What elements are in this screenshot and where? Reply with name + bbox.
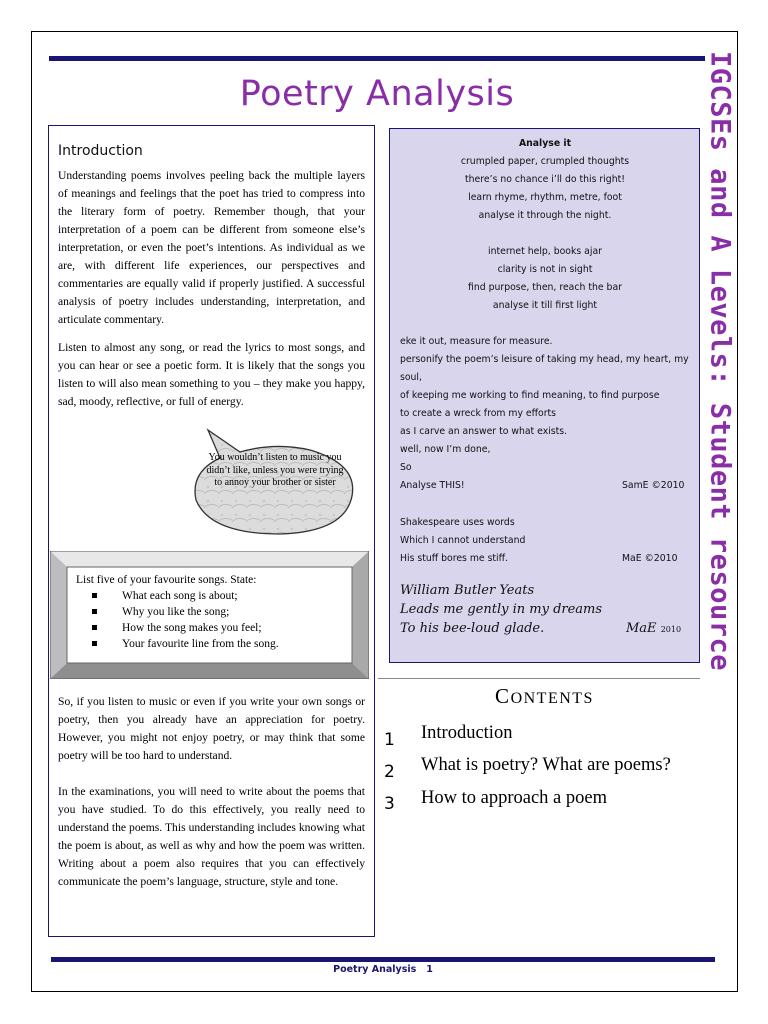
bottom-rule: [51, 957, 715, 962]
poem-title: Analyse it: [518, 138, 572, 149]
page-title: Poetry Analysis: [239, 74, 515, 114]
poem-line: analyse it till first light: [492, 300, 598, 311]
poem-line: So: [400, 462, 412, 473]
poem-line: eke it out, measure for measure.: [400, 336, 553, 347]
intro-heading: Introduction: [58, 143, 143, 159]
toc-number: 1: [384, 730, 395, 750]
intro-paragraph-2: Listen to almost any song, or read the lyrics to most songs, and you can hear or see a poetic form. It is likely that the songs you listen to will also mean something to you – they make you happy, sad, moody, reflective, or full of energy.: [58, 341, 365, 408]
poem-line: His stuff bores me stiff.: [400, 553, 509, 564]
song-list: [76, 572, 346, 652]
poem-line: as I carve an answer to what exists.: [400, 426, 568, 437]
list-item: Why you like the song;: [92, 604, 346, 620]
song-list-title: List five of your favourite songs. State:: [76, 574, 257, 586]
poem-line: of keeping me working to find meaning, to find purpose: [400, 390, 660, 401]
intro-paragraph-4: In the examinations, you will need to write about the poems that you have studied. To do this effectively, you really need to understand the poems. This understanding includes knowing what the poem is about, as well as why and how the poem was written. Writing about a poem also requires that you can effectively communicate the poem’s language, structure, style and tone.: [58, 785, 365, 888]
toc-item-approach[interactable]: How to approach a poem: [421, 788, 607, 808]
speech-bubble-text: You wouldn’t listen to music you didn’t like, unless you were trying to annoy your brother or sister: [206, 452, 344, 488]
poem-credit: MaE ©2010: [622, 553, 678, 564]
list-item: How the song makes you feel;: [92, 620, 346, 636]
poem-line: there’s no chance i’ll do this right!: [465, 174, 625, 185]
poem-line: find purpose, then, reach the bar: [468, 282, 622, 293]
poem-line: clarity is not in sight: [497, 264, 593, 275]
list-item: Your favourite line from the song.: [92, 636, 346, 652]
poem-line: Which I cannot understand: [400, 535, 526, 546]
side-title-text: IGCSEs and A Levels: Student resource: [704, 51, 736, 671]
toc-item-what-is-poetry[interactable]: What is poetry? What are poems?: [421, 755, 671, 775]
list-item: What each song is about;: [92, 588, 346, 604]
poem-line: well, now I’m done,: [400, 444, 491, 455]
intro-paragraph-1: Understanding poems involves peeling back the multiple layers of meanings and feelings that the poet has tried to compress into the literary form of poetry. Remember though, that your interpretation of a poem can be different from someone else’s interpretation, or even the poet’s intentions. As individual as we are, with different life experiences, our perspectives and commentaries are equally valid if properly justified. A successful analysis of poetry includes understanding, interpretation, and articulate commentary.: [58, 169, 365, 326]
poem-line: internet help, books ajar: [488, 246, 602, 257]
page-footer: Poetry Analysis 1: [333, 964, 433, 975]
side-title: [700, 51, 740, 671]
contents-divider: [378, 678, 700, 679]
toc-number: 2: [384, 762, 395, 782]
script-credit: MaE 2010: [626, 621, 682, 636]
script-line: To his bee-loud glade.: [400, 621, 545, 636]
poem-line: to create a wreck from my efforts: [400, 408, 557, 419]
poem-line: Analyse THIS!: [400, 480, 465, 491]
toc-item-introduction[interactable]: Introduction: [421, 723, 513, 743]
contents-heading: CONTENTS: [495, 684, 594, 708]
poem-line: soul,: [400, 372, 422, 383]
poem-line: crumpled paper, crumpled thoughts: [460, 156, 630, 167]
script-line: William Butler Yeats: [400, 583, 535, 598]
poem-line: learn rhyme, rhythm, metre, foot: [468, 192, 622, 203]
script-line: Leads me gently in my dreams: [400, 602, 603, 617]
intro-paragraph-3: So, if you listen to music or even if you write your own songs or poetry, then you already have an appreciation for poetry. However, you might not enjoy poetry, or may think that some poetry will be too hard to understand.: [58, 695, 365, 762]
poem-line: Shakespeare uses words: [400, 517, 515, 528]
poem-line: personify the poem’s leisure of taking my head, my heart, my: [400, 354, 689, 365]
poem-credit: SamE ©2010: [622, 480, 685, 491]
toc-number: 3: [384, 794, 395, 814]
poem-line: analyse it through the night.: [478, 210, 612, 221]
top-rule: [49, 56, 705, 61]
